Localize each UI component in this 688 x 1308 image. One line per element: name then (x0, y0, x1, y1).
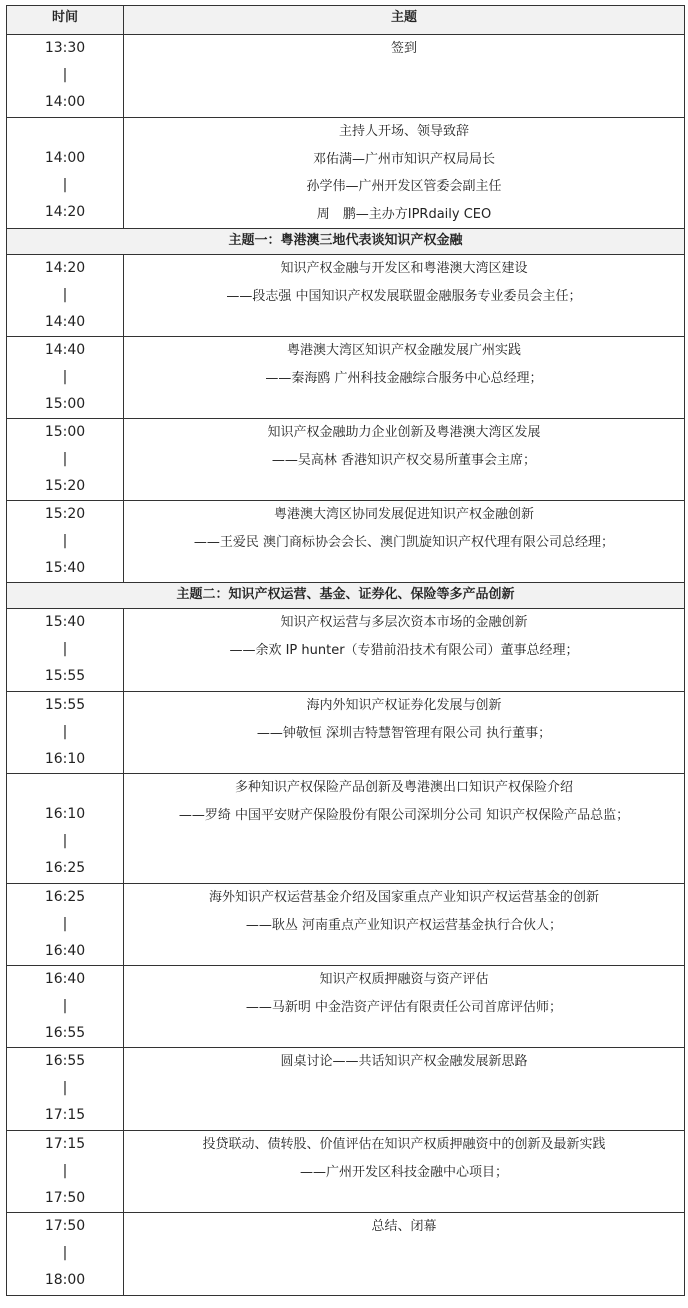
topic-speaker: ——秦海鸥 广州科技金融综合服务中心总经理； (265, 370, 543, 386)
session-row (7, 419, 685, 501)
time-end: 14:00 (44, 94, 86, 110)
time-start: 16:10 (44, 806, 86, 822)
time-cell (7, 118, 124, 229)
time-start: 14:20 (44, 260, 86, 276)
topic-cell (124, 774, 685, 884)
session-row (7, 884, 685, 966)
topic-speaker: ——段志强 中国知识产权发展联盟金融服务专业委员会主任； (226, 288, 582, 304)
section-title: 主题二：知识产权运营、基金、证券化、保险等多产品创新 (7, 583, 685, 609)
time-cell (7, 501, 124, 583)
section-row (7, 229, 685, 255)
topic-title: 知识产权质押融资与资产评估 (319, 972, 489, 987)
topic-cell (124, 337, 685, 419)
time-cell (7, 35, 124, 118)
topic-speaker: ——马新明 中金浩资产评估有限责任公司首席评估师； (245, 999, 563, 1015)
time-sep: | (62, 177, 68, 193)
topic-cell (124, 1048, 685, 1131)
topic-title: 知识产权金融与开发区和粤港澳大湾区建设 (280, 261, 528, 276)
time-end: 18:00 (44, 1272, 86, 1288)
time-start: 15:00 (44, 424, 86, 440)
session-row (7, 35, 685, 118)
session-row (7, 1048, 685, 1131)
time-end: 14:20 (44, 204, 86, 220)
topic-cell (124, 419, 685, 501)
session-row (7, 1213, 685, 1296)
section-title: 主题一：粤港澳三地代表谈知识产权金融 (7, 229, 685, 255)
time-start: 15:20 (44, 506, 86, 522)
topic-title: 粤港澳大湾区协同发展促进知识产权金融创新 (273, 507, 534, 522)
time-end: 17:15 (44, 1107, 86, 1123)
time-cell (7, 609, 124, 692)
time-cell (7, 884, 124, 966)
header-time: 时间 (7, 6, 124, 35)
header-row (7, 6, 685, 35)
time-start: 15:55 (44, 697, 86, 713)
topic-title: 知识产权金融助力企业创新及粤港澳大湾区发展 (267, 425, 541, 440)
session-row (7, 337, 685, 419)
time-start: 17:15 (44, 1136, 86, 1152)
time-sep: | (62, 451, 68, 467)
time-cell (7, 337, 124, 419)
topic-title: 签到 (390, 41, 417, 56)
topic-speaker: ——罗绮 中国平安财产保险股份有限公司深圳分公司 知识产权保险产品总监； (178, 807, 630, 823)
topic-speaker: 孙学伟—广州开发区管委会副主任 (306, 179, 502, 194)
topic-cell (124, 118, 685, 229)
time-sep: | (62, 641, 68, 657)
time-sep: | (62, 369, 68, 385)
topic-cell (124, 692, 685, 774)
time-sep: | (62, 998, 68, 1014)
topic-speaker: ——广州开发区科技金融中心项目； (299, 1164, 508, 1180)
topic-speaker: ——钟敬恒 深圳吉特慧智管理有限公司 执行董事； (256, 725, 552, 741)
time-end: 16:25 (44, 860, 86, 876)
time-sep: | (62, 724, 68, 740)
section-row (7, 583, 685, 609)
session-row (7, 692, 685, 774)
session-row (7, 255, 685, 337)
session-row (7, 774, 685, 884)
time-end: 15:55 (44, 668, 86, 684)
time-sep: | (62, 1245, 68, 1261)
time-cell (7, 419, 124, 501)
agenda-table (6, 5, 685, 1296)
topic-cell (124, 884, 685, 966)
time-sep: | (62, 916, 68, 932)
session-row (7, 1131, 685, 1213)
time-cell (7, 966, 124, 1048)
time-end: 15:00 (44, 396, 86, 412)
time-start: 14:00 (44, 150, 86, 166)
time-sep: | (62, 67, 68, 83)
time-sep: | (62, 287, 68, 303)
topic-cell (124, 255, 685, 337)
session-row (7, 501, 685, 583)
topic-cell (124, 609, 685, 692)
time-cell (7, 1048, 124, 1131)
topic-cell (124, 35, 685, 118)
time-sep: | (62, 833, 68, 849)
time-cell (7, 1213, 124, 1296)
time-sep: | (62, 1080, 68, 1096)
topic-title: 主持人开场、领导致辞 (338, 124, 469, 139)
topic-speaker: ——耿丛 河南重点产业知识产权运营基金执行合伙人； (245, 917, 563, 933)
topic-speaker: 周 鹏—主办方IPRdaily CEO (316, 206, 492, 222)
time-cell (7, 255, 124, 337)
time-end: 15:40 (44, 560, 86, 576)
time-start: 16:55 (44, 1053, 86, 1069)
topic-title: 海外知识产权运营基金介绍及国家重点产业知识产权运营基金的创新 (208, 890, 599, 905)
topic-title: 圆桌讨论——共话知识产权金融发展新思路 (280, 1054, 528, 1069)
topic-cell (124, 966, 685, 1048)
topic-title: 总结、闭幕 (371, 1219, 437, 1234)
topic-speaker: ——余欢 IP hunter（专猎前沿技术有限公司）董事总经理； (229, 642, 579, 658)
topic-speaker: ——吴高林 香港知识产权交易所董事会主席； (271, 452, 537, 468)
time-end: 16:55 (44, 1025, 86, 1041)
time-start: 15:40 (44, 614, 86, 630)
agenda-body (7, 6, 685, 1296)
time-sep: | (62, 1163, 68, 1179)
topic-title: 多种知识产权保险产品创新及粤港澳出口知识产权保险介绍 (234, 780, 573, 795)
time-cell (7, 774, 124, 884)
time-start: 16:40 (44, 971, 86, 987)
header-topic: 主题 (124, 6, 685, 35)
time-start: 14:40 (44, 342, 86, 358)
session-row (7, 118, 685, 229)
time-end: 17:50 (44, 1190, 86, 1206)
topic-cell (124, 1131, 685, 1213)
topic-speaker: ——王爱民 澳门商标协会会长、澳门凯旋知识产权代理有限公司总经理； (193, 534, 615, 550)
time-end: 16:40 (44, 943, 86, 959)
topic-title: 海内外知识产权证券化发展与创新 (306, 698, 502, 713)
time-start: 13:30 (44, 40, 86, 56)
time-end: 16:10 (44, 751, 86, 767)
topic-title: 知识产权运营与多层次资本市场的金融创新 (280, 615, 528, 630)
topic-title: 投贷联动、债转股、价值评估在知识产权质押融资中的创新及最新实践 (202, 1137, 606, 1152)
topic-title: 粤港澳大湾区知识产权金融发展广州实践 (286, 343, 521, 358)
session-row (7, 609, 685, 692)
time-start: 17:50 (44, 1218, 86, 1234)
topic-cell (124, 501, 685, 583)
time-sep: | (62, 533, 68, 549)
time-end: 14:40 (44, 314, 86, 330)
time-cell (7, 692, 124, 774)
topic-cell (124, 1213, 685, 1296)
time-cell (7, 1131, 124, 1213)
topic-speaker: 邓佑满—广州市知识产权局局长 (312, 151, 495, 167)
session-row (7, 966, 685, 1048)
time-end: 15:20 (44, 478, 86, 494)
time-start: 16:25 (44, 889, 86, 905)
